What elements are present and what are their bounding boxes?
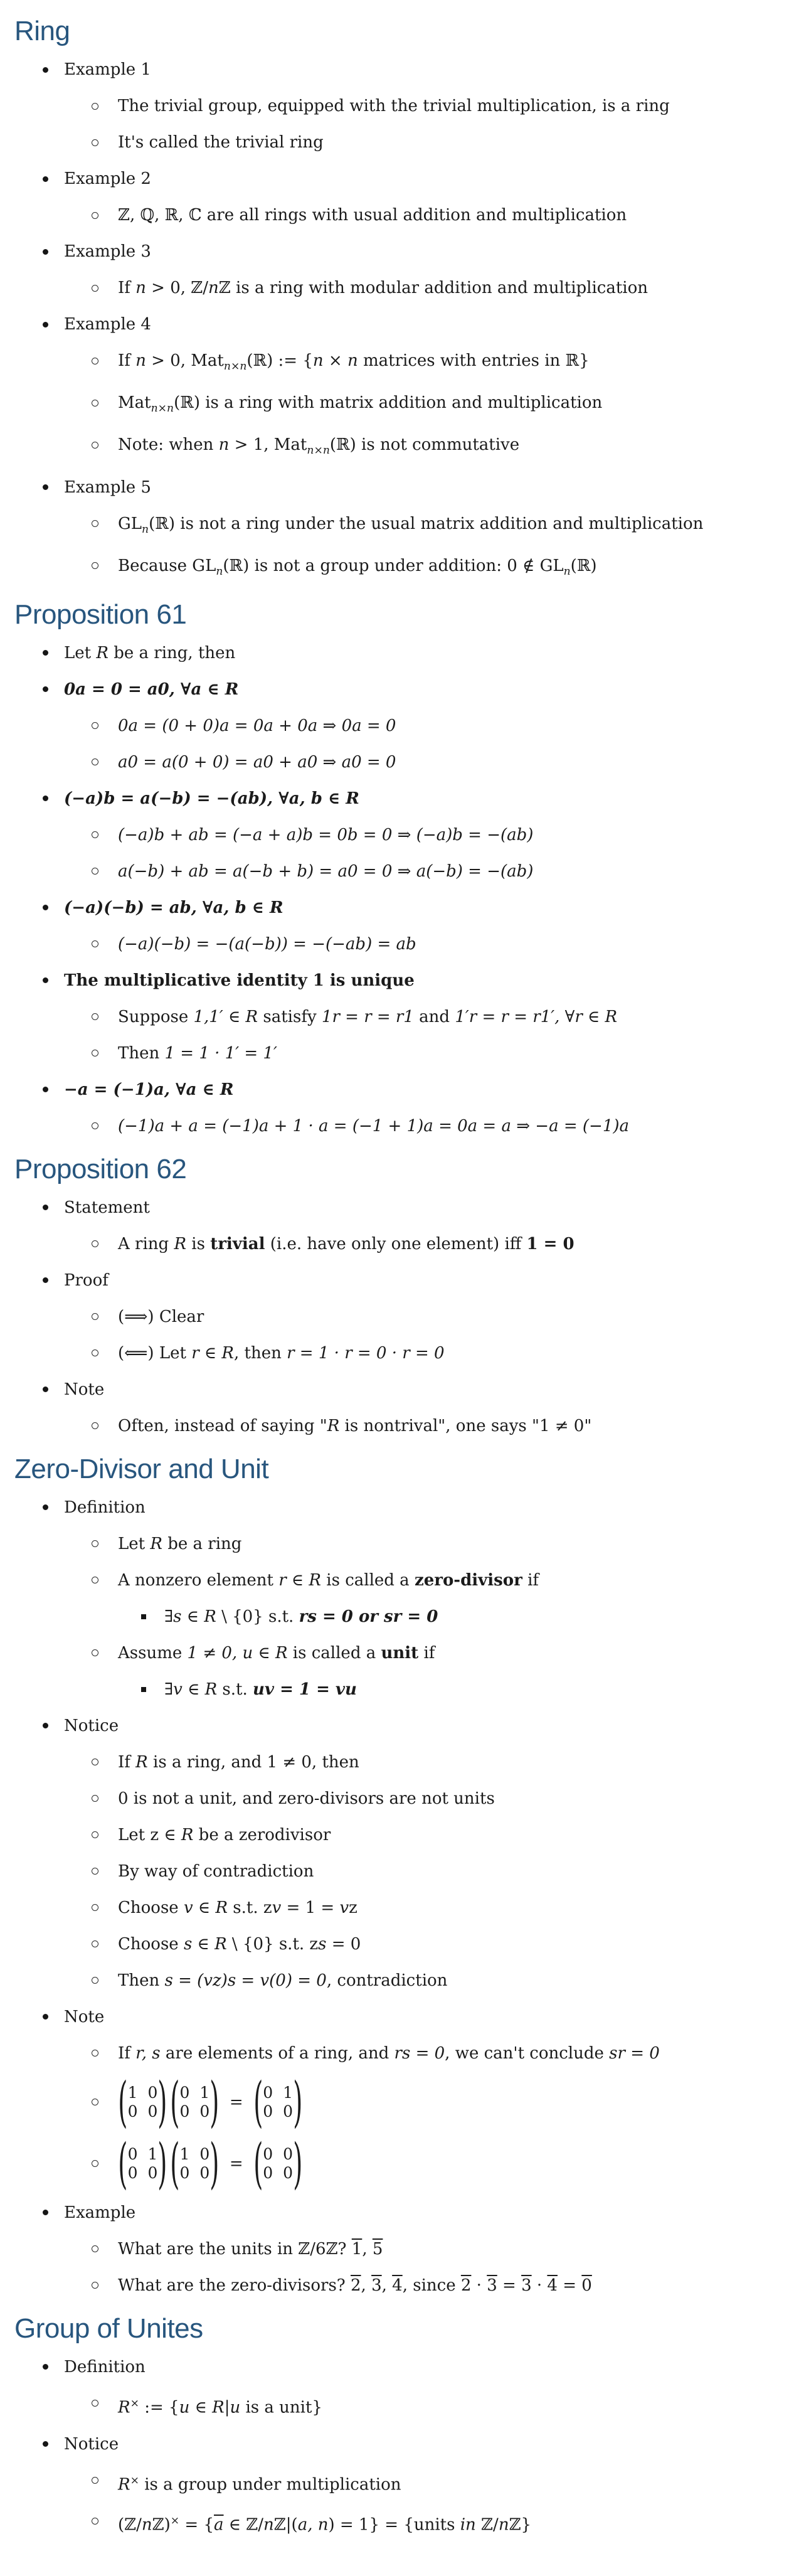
disc-bullet-icon xyxy=(43,168,64,189)
list-item-text: (−a)(−b) = ab, ∀a, b ∈ R xyxy=(64,898,283,917)
disc-bullet-icon xyxy=(43,477,64,498)
circle-bullet-icon xyxy=(92,1861,118,1882)
list-item xyxy=(14,1752,770,1773)
list-item-text: R× := {u ∈ R|u is a unit} xyxy=(118,2397,322,2417)
list-item-text: Then 1 = 1 · 1′ = 1′ xyxy=(118,1043,277,1063)
list-item xyxy=(14,2470,770,2496)
list-item-text: If R is a ring, and 1 ≠ 0, then xyxy=(118,1752,359,1772)
list-item xyxy=(14,241,770,262)
list-item-text: Choose v ∈ R s.t. zv = 1 = vz xyxy=(118,1898,357,1917)
list-item-text: Because $GL_n(ℝ)$ is not a group under addition: 0 ∉ $GL_n(ℝ)$ xyxy=(118,556,597,578)
list-item-text: Example xyxy=(64,2203,136,2222)
list-item-text: Definition xyxy=(64,1498,146,1517)
right-paren: ) xyxy=(157,2070,167,2134)
circle-bullet-icon xyxy=(92,752,118,773)
disc-bullet-icon xyxy=(43,1197,64,1218)
list-item xyxy=(14,2393,770,2419)
list-item xyxy=(14,788,770,809)
list-item xyxy=(14,1079,770,1100)
circle-bullet-icon xyxy=(92,2238,118,2260)
list-item-text: (−1)a + a = (−1)a + 1 · a = (−1 + 1)a = 0a = a ⇒ −a = (−1)a xyxy=(118,1116,630,1136)
list-item xyxy=(14,897,770,918)
list-item xyxy=(14,168,770,189)
list-item-text: 0 is not a unit, and zero-divisors are not units xyxy=(118,1789,495,1808)
list-item-text: Proof xyxy=(64,1270,109,1290)
circle-bullet-icon xyxy=(92,1570,118,1591)
matrix-equation-content xyxy=(118,2070,770,2134)
circle-bullet-icon xyxy=(92,1824,118,1846)
matrix: ( 1 0 0 0 ) xyxy=(118,2070,167,2134)
list-item xyxy=(14,2238,770,2260)
left-paren: ( xyxy=(170,2070,180,2134)
list-item-text: It's called the trivial ring xyxy=(118,133,324,152)
section-heading-ring: Ring xyxy=(14,16,70,46)
disc-bullet-icon xyxy=(43,241,64,262)
list-item-text: (−a)b = a(−b) = −(ab), ∀a, b ∈ R xyxy=(64,789,359,808)
list-item xyxy=(14,1270,770,1291)
list-item xyxy=(14,1415,770,1437)
list-item-text: If r, s are elements of a ring, and rs = 0, we can't conclude sr = 0 xyxy=(118,2043,660,2063)
list-item xyxy=(14,2275,770,2296)
circle-bullet-icon xyxy=(92,95,118,117)
circle-bullet-icon xyxy=(92,2470,118,2491)
list-item xyxy=(14,1497,770,1518)
list-item xyxy=(14,1897,770,1919)
disc-bullet-icon xyxy=(43,1079,64,1100)
list-item xyxy=(14,934,770,955)
list-item xyxy=(14,477,770,498)
circle-bullet-icon xyxy=(92,1233,118,1255)
list-item-text: Notice xyxy=(64,2434,119,2454)
list-item-text: Example 1 xyxy=(64,60,151,79)
list-item xyxy=(14,2006,770,2028)
list-item-text: Suppose 1,1′ ∈ R satisfy 1r = r = r1 and 1′r = r = r1′, ∀r ∈ R xyxy=(118,1007,618,1026)
list-item xyxy=(14,679,770,700)
circle-bullet-icon xyxy=(92,824,118,846)
circle-bullet-icon xyxy=(92,1115,118,1137)
list-item-text: Often, instead of saying "R is nontrival", one says "1 ≠ 0" xyxy=(118,1416,592,1435)
list-item xyxy=(14,1306,770,1328)
circle-bullet-icon xyxy=(92,2510,118,2531)
right-paren: ) xyxy=(293,2070,303,2134)
list-item xyxy=(14,1006,770,1028)
list-item-text: (⟹) Clear xyxy=(118,1307,204,1326)
circle-bullet-icon xyxy=(92,715,118,737)
list-item-text: If n > 0, ℤ/nℤ is a ring with modular addition and multiplication xyxy=(118,279,649,297)
disc-bullet-icon xyxy=(43,2434,64,2455)
circle-bullet-icon xyxy=(92,392,118,413)
equals-sign: = xyxy=(229,2154,243,2173)
list-item-text: Choose s ∈ R \ {0} s.t. zs = 0 xyxy=(118,1934,361,1954)
list-item-text: ∃s ∈ R \ {0} s.t. rs = 0 or sr = 0 xyxy=(164,1607,438,1626)
disc-bullet-icon xyxy=(43,2356,64,2378)
circle-bullet-icon xyxy=(92,1415,118,1437)
matrix-equation xyxy=(14,2070,770,2134)
list-item-text: 0a = (0 + 0)a = 0a + 0a ⇒ 0a = 0 xyxy=(118,716,396,735)
disc-bullet-icon xyxy=(43,897,64,918)
list-item-text: Note xyxy=(64,1380,105,1399)
matrix: ( 0 0 0 0 ) xyxy=(253,2132,303,2195)
list-item-text: (⟸) Let r ∈ R, then r = 1 · r = 0 · r = 0 xyxy=(118,1343,445,1363)
list-item-text: What are the units in ℤ/6ℤ? 1, 5 xyxy=(118,2239,383,2259)
list-item xyxy=(14,555,770,582)
list-item xyxy=(14,1115,770,1137)
square-bullet-icon xyxy=(141,1606,164,1627)
circle-bullet-icon xyxy=(92,434,118,455)
list-item-text: By way of contradiction xyxy=(118,1861,314,1881)
list-item-text: What are the zero-divisors? 2, 3, 4, since 2 · 3 = 3 · 4 = 0 xyxy=(118,2275,592,2295)
list-item xyxy=(14,392,770,419)
list-item xyxy=(14,1824,770,1846)
circle-bullet-icon xyxy=(92,861,118,882)
circle-bullet-icon xyxy=(92,2393,118,2414)
list-item-text: Then s = (vz)s = v(0) = 0, contradiction xyxy=(118,1971,448,1990)
list-item xyxy=(14,205,770,226)
circle-bullet-icon xyxy=(92,934,118,955)
list-item xyxy=(14,1679,770,1700)
matrix-equation xyxy=(14,2132,770,2195)
list-item-text: The multiplicative identity 1 is unique xyxy=(64,971,415,990)
circle-bullet-icon xyxy=(92,2141,118,2187)
disc-bullet-icon xyxy=(43,1715,64,1737)
list-item-text: Note: when n > 1, Mat$_{n\times n}$(ℝ) is not commutative xyxy=(118,435,520,457)
list-item xyxy=(14,1343,770,1364)
list-item-text: (ℤ/nℤ)× = {$\overline{a}$ ∈ ℤ/nℤ|(a, n) = 1} = {units in ℤ/nℤ} xyxy=(118,2515,532,2535)
circle-bullet-icon xyxy=(92,555,118,577)
list-item xyxy=(14,752,770,773)
list-item-text: A ring R is trivial (i.e. have only one element) iff 1 = 0 xyxy=(118,1234,575,1253)
circle-bullet-icon xyxy=(92,132,118,153)
list-item xyxy=(14,2202,770,2223)
list-item xyxy=(14,1197,770,1218)
disc-bullet-icon xyxy=(43,788,64,809)
list-item xyxy=(14,861,770,882)
list-item-text: 0a = 0 = a0, ∀a ∈ R xyxy=(64,679,239,699)
circle-bullet-icon xyxy=(92,1897,118,1919)
circle-bullet-icon xyxy=(92,350,118,371)
list-item xyxy=(14,1606,770,1627)
list-item-text: Let R be a ring xyxy=(118,1534,242,1553)
list-item xyxy=(14,1533,770,1555)
circle-bullet-icon xyxy=(92,205,118,226)
circle-bullet-icon xyxy=(92,1006,118,1028)
list-item xyxy=(14,1570,770,1591)
disc-bullet-icon xyxy=(43,1497,64,1518)
list-item xyxy=(14,1715,770,1737)
list-item-text: Note xyxy=(64,2007,105,2026)
list-item xyxy=(14,2043,770,2064)
left-paren: ( xyxy=(118,2070,128,2134)
list-item xyxy=(14,59,770,80)
circle-bullet-icon xyxy=(92,1343,118,1364)
circle-bullet-icon xyxy=(92,1642,118,1664)
circle-bullet-icon xyxy=(92,1970,118,1991)
list-item xyxy=(14,434,770,461)
list-item-text: The trivial group, equipped with the trivial multiplication, is a ring xyxy=(118,97,670,115)
circle-bullet-icon xyxy=(92,1306,118,1328)
section-heading-proposition-61: Proposition 61 xyxy=(14,599,187,630)
right-paren: ) xyxy=(157,2132,167,2195)
equals-sign: = xyxy=(229,2092,243,2112)
section-heading-group-of-unites: Group of Unites xyxy=(14,2313,203,2344)
list-item-text: (−a)(−b) = −(a(−b)) = −(−ab) = ab xyxy=(118,934,416,954)
list-item-text: Assume 1 ≠ 0, u ∈ R is called a unit if xyxy=(118,1643,435,1663)
list-item-text: R× is a group under multiplication xyxy=(118,2474,401,2494)
list-item-text: A nonzero element r ∈ R is called a zero-divisor if xyxy=(118,1570,539,1590)
list-item-text: Example 4 xyxy=(64,315,151,334)
list-item xyxy=(14,314,770,335)
list-item xyxy=(14,2510,770,2536)
circle-bullet-icon xyxy=(92,1533,118,1555)
list-item-text: Example 2 xyxy=(64,169,151,188)
disc-bullet-icon xyxy=(43,2202,64,2223)
list-item-text: a(−b) + ab = a(−b + b) = a0 = 0 ⇒ a(−b) = −(ab) xyxy=(118,861,534,881)
list-item xyxy=(14,1642,770,1664)
list-item-text: Let z ∈ R be a zerodivisor xyxy=(118,1825,331,1844)
left-paren: ( xyxy=(253,2132,263,2195)
list-item xyxy=(14,1861,770,1882)
left-paren: ( xyxy=(253,2070,263,2134)
list-item xyxy=(14,970,770,991)
matrix: ( 0 1 0 0 ) xyxy=(118,2132,167,2195)
circle-bullet-icon xyxy=(92,2043,118,2064)
list-item-text: ℤ, ℚ, ℝ, ℂ are all rings with usual addition and multiplication xyxy=(118,206,627,225)
list-item xyxy=(14,132,770,153)
list-item xyxy=(14,2434,770,2455)
section-heading-proposition-62: Proposition 62 xyxy=(14,1153,187,1184)
circle-bullet-icon xyxy=(92,277,118,299)
disc-bullet-icon xyxy=(43,642,64,664)
list-item xyxy=(14,350,770,377)
list-item xyxy=(14,1043,770,1064)
matrix: ( 1 0 0 0 ) xyxy=(170,2132,220,2195)
list-item xyxy=(14,1934,770,1955)
section-heading-zero-divisor-and-unit: Zero-Divisor and Unit xyxy=(14,1453,269,1484)
list-item-text: (−a)b + ab = (−a + a)b = 0b = 0 ⇒ (−a)b = −(ab) xyxy=(118,825,534,844)
disc-bullet-icon xyxy=(43,970,64,991)
disc-bullet-icon xyxy=(43,679,64,700)
list-item-text: a0 = a(0 + 0) = a0 + a0 ⇒ a0 = 0 xyxy=(118,752,396,772)
list-item xyxy=(14,642,770,664)
list-item xyxy=(14,513,770,540)
left-paren: ( xyxy=(170,2132,180,2195)
list-item xyxy=(14,1970,770,1991)
list-item-text: Definition xyxy=(64,2357,146,2376)
list-item xyxy=(14,277,770,299)
right-paren: ) xyxy=(293,2132,303,2195)
circle-bullet-icon xyxy=(92,2275,118,2296)
list-item-text: Mat$_{n\times n}$(ℝ) is a ring with matrix addition and multiplication xyxy=(118,393,603,415)
circle-bullet-icon xyxy=(92,1752,118,1773)
list-item xyxy=(14,715,770,737)
matrix: ( 0 1 0 0 ) xyxy=(253,2070,303,2134)
circle-bullet-icon xyxy=(92,1788,118,1809)
list-item-text: $GL_n(ℝ)$ is not a ring under the usual matrix addition and multiplication xyxy=(118,514,704,536)
circle-bullet-icon xyxy=(92,513,118,535)
list-item-text: Example 3 xyxy=(64,242,151,261)
list-item-text: Let R be a ring, then xyxy=(64,643,236,663)
right-paren: ) xyxy=(209,2132,220,2195)
circle-bullet-icon xyxy=(92,1043,118,1064)
list-item xyxy=(14,1788,770,1809)
list-item xyxy=(14,824,770,846)
matrix-equation-content xyxy=(118,2132,770,2195)
list-item-text: Example 5 xyxy=(64,477,151,497)
disc-bullet-icon xyxy=(43,1270,64,1291)
list-item xyxy=(14,95,770,117)
disc-bullet-icon xyxy=(43,59,64,80)
disc-bullet-icon xyxy=(43,1379,64,1400)
list-item xyxy=(14,2356,770,2378)
left-paren: ( xyxy=(118,2132,128,2195)
list-item-text: Notice xyxy=(64,1716,119,1735)
matrix: ( 0 1 0 0 ) xyxy=(170,2070,220,2134)
list-item-text: If n > 0, Mat$_{n\times n}$(ℝ) := {n × n matrices with entries in ℝ} xyxy=(118,351,590,373)
disc-bullet-icon xyxy=(43,2006,64,2028)
circle-bullet-icon xyxy=(92,1934,118,1955)
list-item-text: −a = (−1)a, ∀a ∈ R xyxy=(64,1080,234,1099)
square-bullet-icon xyxy=(141,1679,164,1700)
list-item xyxy=(14,1379,770,1400)
right-paren: ) xyxy=(209,2070,220,2134)
list-item-text: ∃v ∈ R s.t. uv = 1 = vu xyxy=(164,1679,357,1699)
circle-bullet-icon xyxy=(92,2079,118,2126)
list-item-text: Statement xyxy=(64,1198,150,1217)
disc-bullet-icon xyxy=(43,314,64,335)
list-item xyxy=(14,1233,770,1255)
